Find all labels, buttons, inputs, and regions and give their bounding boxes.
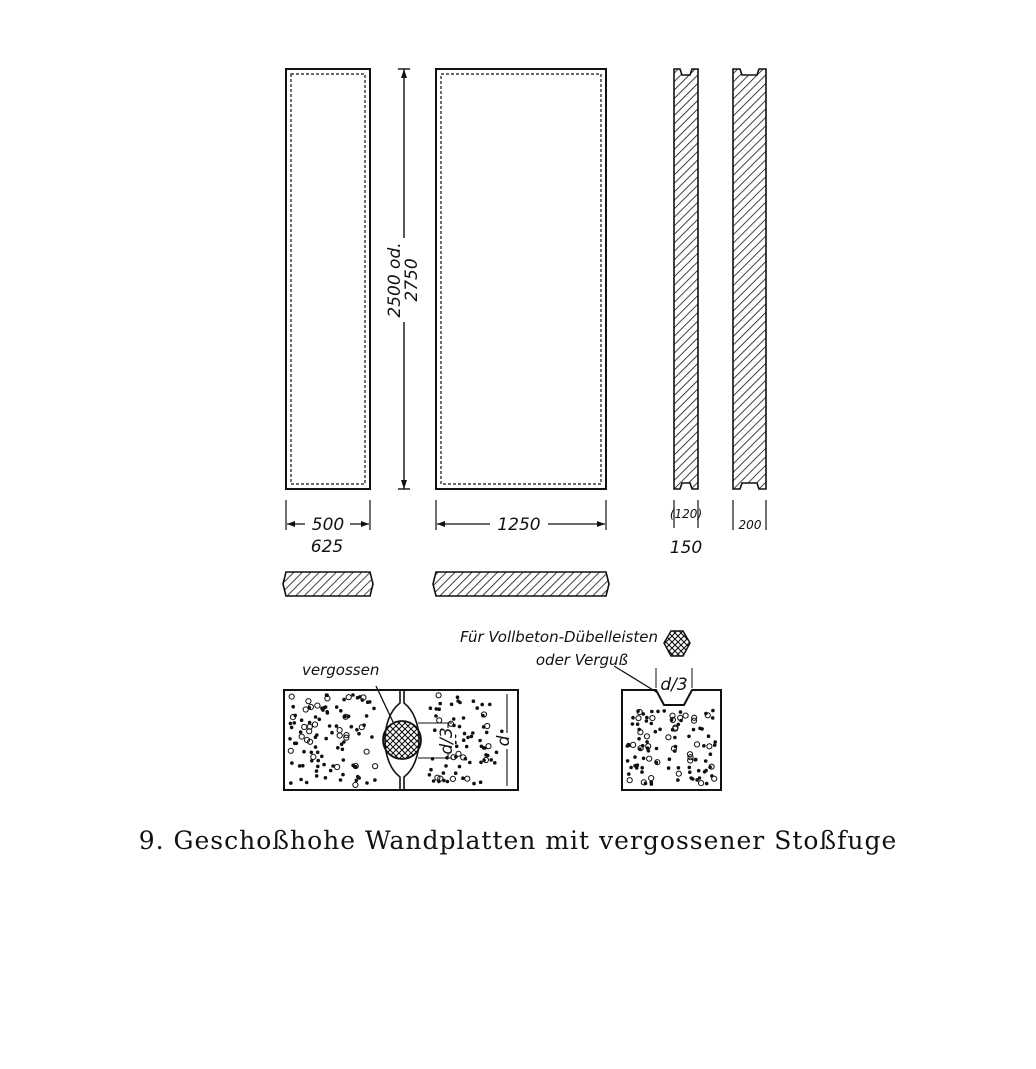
groove-width-label: d/3 bbox=[660, 675, 688, 695]
grouted-joint-detail bbox=[284, 661, 518, 790]
thin-side-section bbox=[674, 69, 698, 489]
groove-note-line-1: Für Vollbeton-Dübelleisten bbox=[459, 628, 658, 646]
thick-section-dimension bbox=[733, 500, 766, 532]
thick-section-label: 200 bbox=[738, 518, 762, 532]
grout-fill bbox=[383, 721, 421, 759]
narrow-width-label-1: 500 bbox=[311, 515, 345, 535]
wide-width-label: 1250 bbox=[497, 515, 541, 535]
height-label-2: 2750 bbox=[402, 258, 422, 302]
joint-depth-fraction-label: d/3 bbox=[437, 727, 457, 755]
figure-caption: 9. Geschoßhohe Wandplatten mit vergossener Stoßfuge bbox=[138, 826, 898, 855]
wide-width-dimension bbox=[436, 500, 606, 535]
panel-depth-label: d bbox=[494, 735, 514, 747]
wide-panel-plan-section bbox=[433, 572, 609, 596]
thin-section-label-top: (120) bbox=[669, 507, 703, 521]
height-dimension bbox=[385, 69, 422, 489]
thick-side-section bbox=[733, 69, 766, 489]
thin-section-label-bottom: 150 bbox=[669, 538, 703, 558]
narrow-width-dimension bbox=[286, 500, 370, 557]
narrow-panel-plan-section bbox=[283, 572, 373, 596]
thin-section-dimension bbox=[670, 500, 702, 558]
grout-label: vergossen bbox=[302, 661, 380, 679]
narrow-panel-elevation bbox=[286, 69, 370, 489]
dowel-strip-symbol bbox=[664, 631, 690, 656]
wide-panel-elevation bbox=[436, 69, 606, 489]
height-label-1: 2500 od. bbox=[385, 242, 405, 318]
narrow-width-label-2: 625 bbox=[310, 537, 344, 557]
groove-note-line-2: oder Verguß bbox=[535, 651, 628, 669]
